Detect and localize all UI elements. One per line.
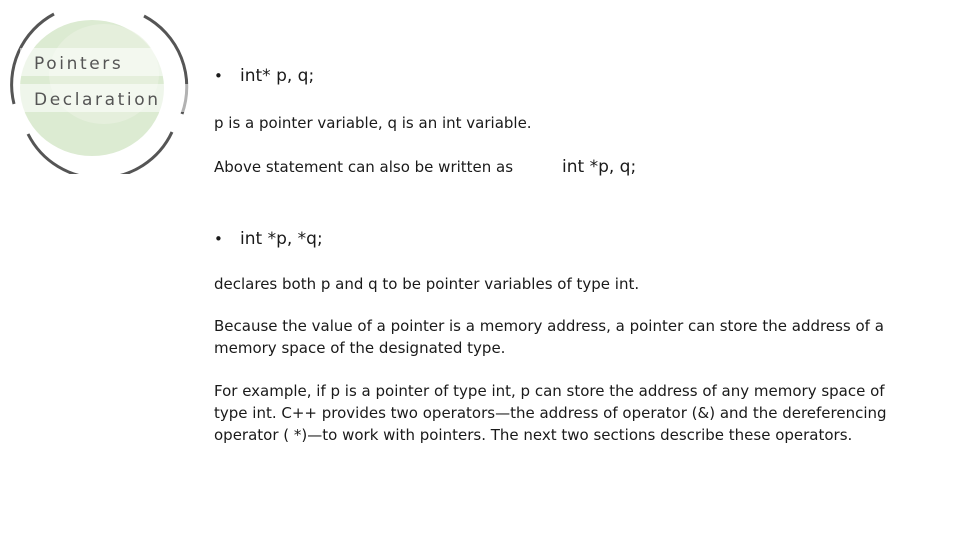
explanation-line: p is a pointer variable, q is an int variable. <box>214 114 532 132</box>
operators-paragraph: For example, if p is a pointer of type int, p can store the address of any memory space of type int. C++ provides two operators—the address of operator (&) and the dereferencing operator ( *)—to work with pointers. The next two sections describe these operators. <box>214 382 887 444</box>
alternative-code: int *p, q; <box>562 157 637 177</box>
badge-title-line1: Pointers <box>34 54 124 74</box>
bullet-item-1 <box>214 66 314 86</box>
badge-title-line2: Declaration <box>34 90 161 110</box>
bullet-marker: • <box>214 230 223 248</box>
pointer-address-paragraph: Because the value of a pointer is a memory address, a pointer can store the address of a memory space of the designated type. <box>214 317 884 357</box>
bullet-marker: • <box>214 67 223 85</box>
bullet-code-1: int* p, q; <box>240 66 315 86</box>
bullet-item-2 <box>214 229 323 249</box>
alternative-text: Above statement can also be written as <box>214 158 514 176</box>
title-badge <box>4 4 190 174</box>
badge-graphic <box>4 4 190 174</box>
declaration-explanation: declares both p and q to be pointer variables of type int. <box>214 275 640 293</box>
bullet-code-2: int *p, *q; <box>240 229 323 249</box>
